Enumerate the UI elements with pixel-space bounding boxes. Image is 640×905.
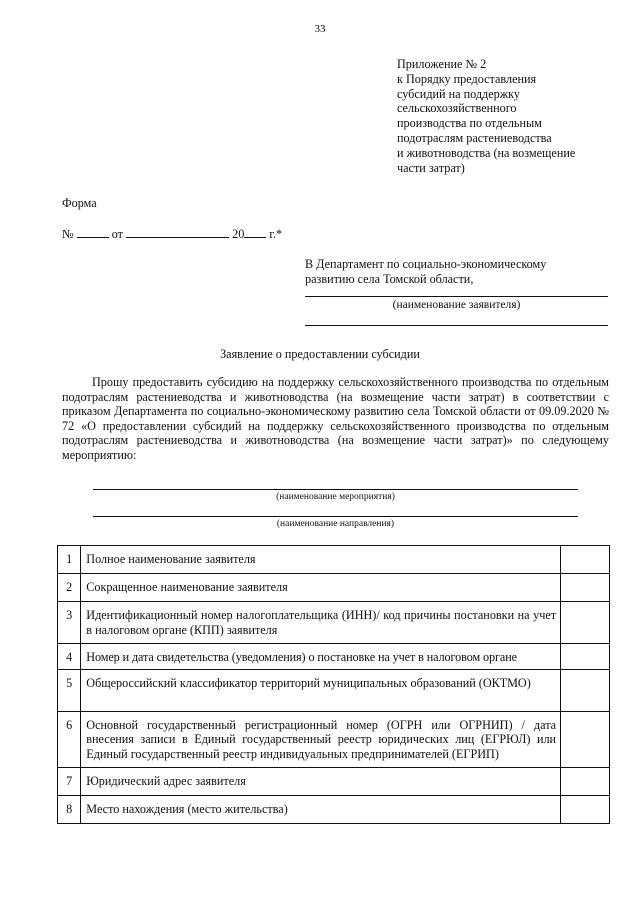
row-number: 8 xyxy=(58,795,81,823)
date-from-label: от xyxy=(111,227,123,241)
appendix-line: подотраслям растениеводства xyxy=(397,130,552,145)
table-row xyxy=(58,546,610,574)
row-label: Полное наименование заявителя xyxy=(81,546,561,574)
row-number: 1 xyxy=(58,546,81,574)
table-row xyxy=(58,669,610,711)
row-label: Сокращенное наименование заявителя xyxy=(81,574,561,602)
row-number: 7 xyxy=(58,767,81,795)
form-label: Форма xyxy=(62,196,97,210)
event-name-line[interactable] xyxy=(93,489,578,490)
addressee-block xyxy=(305,257,615,287)
appendix-line: производства по отдельным xyxy=(397,116,542,131)
appendix-line: Приложение № 2 xyxy=(397,57,487,71)
row-value-cell[interactable] xyxy=(561,669,610,711)
row-value-cell[interactable] xyxy=(561,767,610,795)
addressee-line-2: развитию села Томской области, xyxy=(305,272,474,286)
document-title: Заявление о предоставлении субсидии xyxy=(220,347,420,361)
addressee-line-1: В Департамент по социально-экономическому xyxy=(305,257,547,271)
table-row xyxy=(58,574,610,602)
row-value-cell[interactable] xyxy=(561,711,610,767)
row-value-cell[interactable] xyxy=(561,602,610,644)
row-number: 3 xyxy=(58,602,81,644)
year-prefix: 20 xyxy=(232,227,245,241)
number-field[interactable] xyxy=(77,227,109,238)
direction-caption: (наименование направления) xyxy=(276,519,395,529)
event-caption: (наименование мероприятия) xyxy=(276,492,395,502)
number-sign: № xyxy=(62,227,74,241)
appendix-block xyxy=(397,57,622,175)
direction-name-line[interactable] xyxy=(93,516,578,517)
year-suffix: г.* xyxy=(269,227,283,241)
appendix-line: сельскохозяйственного xyxy=(397,101,517,116)
year-field[interactable] xyxy=(244,227,266,238)
row-number: 5 xyxy=(58,669,81,711)
table-row xyxy=(58,602,610,644)
row-label: Юридический адрес заявителя xyxy=(81,767,561,795)
row-label: Номер и дата свидетельства (уведомления) о постановке на учет в налоговом органе xyxy=(81,644,561,670)
row-label: Основной государственный регистрационный номер (ОГРН или ОГРНИП) / дата внесения записи в Единый государственный реестр юридических лиц (ЕГРЮЛ) или Единый государственный реестр индивидуальных предпринимателей (ЕГРИП) xyxy=(81,711,561,767)
appendix-line: и животноводства (на возмещение xyxy=(397,145,576,160)
row-value-cell[interactable] xyxy=(561,574,610,602)
row-label: Общероссийский классификатор территорий муниципальных образований (ОКТМО) xyxy=(81,669,561,711)
number-date-line xyxy=(62,227,282,242)
table-row xyxy=(58,795,610,823)
row-value-cell[interactable] xyxy=(561,644,610,670)
row-number: 6 xyxy=(58,711,81,767)
request-paragraph: Прошу предоставить субсидию на поддержку сельскохозяйственного производства по отдельным подотраслям растениеводства и животноводства (на возмещение части затрат) в соответствии с приказом Департамента по социально-экономическому развитию села Томской области от 09.09.2020 № 72 «О предоставлении субсидий на поддержку сельскохозяйственного производства по отдельным подотраслям растениеводства и животноводства (на возмещение части затрат)» по следующему мероприятию: xyxy=(62,375,609,462)
row-label: Место нахождения (место жительства) xyxy=(81,795,561,823)
row-number: 4 xyxy=(58,644,81,670)
table-row xyxy=(58,711,610,767)
applicant-caption: (наименование заявителя) xyxy=(392,299,521,311)
applicant-name-line[interactable] xyxy=(305,296,608,297)
table-row xyxy=(58,644,610,670)
page-number: 33 xyxy=(314,23,326,35)
row-value-cell[interactable] xyxy=(561,795,610,823)
appendix-line: части затрат) xyxy=(397,160,465,175)
row-value-cell[interactable] xyxy=(561,546,610,574)
table-row xyxy=(58,767,610,795)
row-number: 2 xyxy=(58,574,81,602)
appendix-line: к Порядку предоставления xyxy=(397,71,537,86)
applicant-extra-line[interactable] xyxy=(305,325,608,326)
row-label: Идентификационный номер налогоплательщика (ИНН)/ код причины постановки на учет в налоговом органе (КПП) заявителя xyxy=(81,602,561,644)
applicant-info-table xyxy=(57,545,610,824)
date-field[interactable] xyxy=(126,227,229,238)
appendix-line: субсидий на поддержку xyxy=(397,86,521,101)
